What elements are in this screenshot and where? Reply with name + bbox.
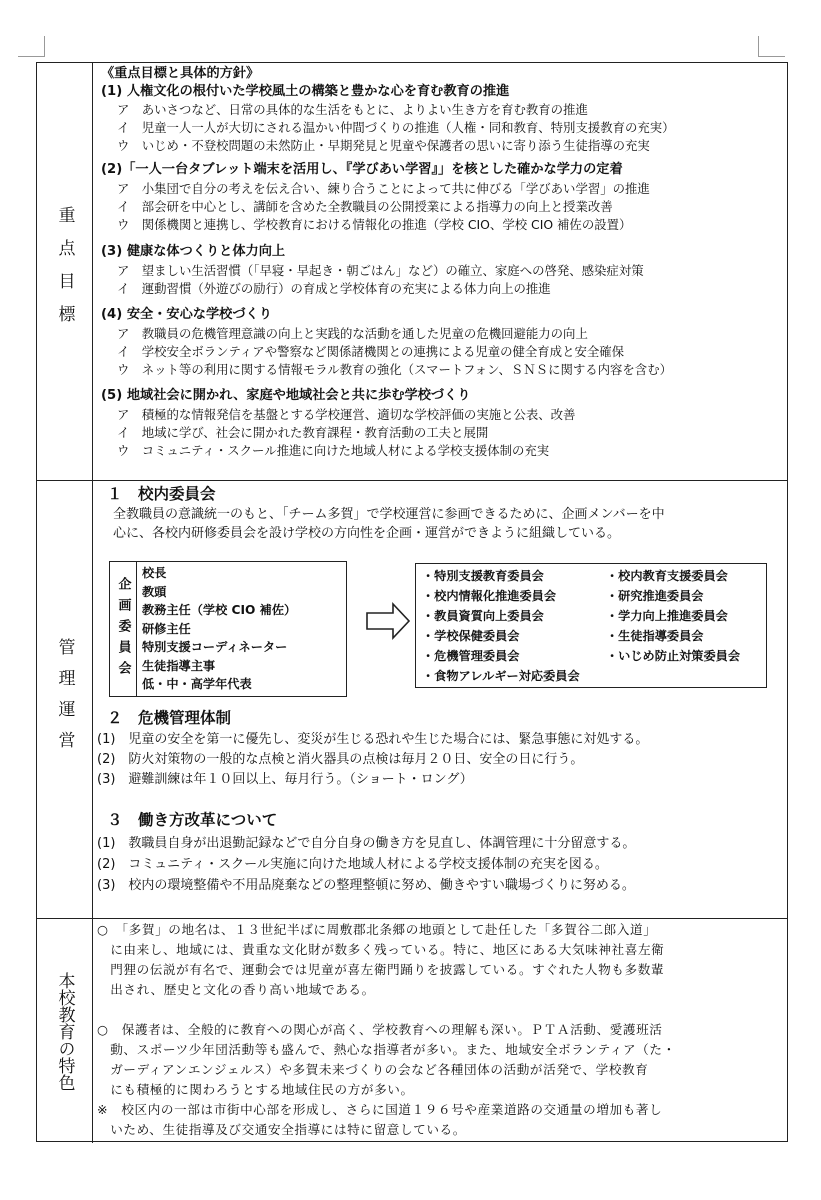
feature-line: ガーディアンエンジェルス）や多賀未来づくりの会など各種団体の活動が活発で、学校教育 <box>97 1062 649 1077</box>
goals-label: 重点目標 <box>54 205 75 338</box>
committees-left <box>422 566 580 686</box>
member: 校長 <box>142 566 167 580</box>
goal-item: ウ いじめ・不登校問題の未然防止・早期発見と児童や保護者の思いに寄り添う生徒指導の充実 <box>117 138 650 153</box>
goals-label-cell <box>37 63 93 480</box>
section-item: (2) コミュニティ・スクール実施に向けた地域人材による学校支援体制の充実を図る。 <box>97 857 608 872</box>
school-plan-table <box>36 62 788 1142</box>
committee-item: ・学校保健委員会 <box>422 629 520 643</box>
feature-line: いため、生徒指導及び交通安全指導には特に留意している。 <box>97 1122 466 1137</box>
feature-line: にも積極的に関わろうとする地域住民の方が多い。 <box>97 1082 414 1097</box>
committees-box <box>415 563 767 688</box>
section-item: (1) 教職員自身が出退勤記録などで自分自身の働き方を見直し、体調管理に十分留意する。 <box>97 836 636 851</box>
section-text: 全教職員の意識統一のもと、「チーム多賀」で学校運営に参画できるために、企画メンバーを中 <box>113 507 665 522</box>
feature-line: に由来し、地域には、貴重な文化財が数多く残っている。特に、地区にある大気味神社喜左衛 <box>97 942 665 957</box>
goal-item: ウ ネット等の利用に関する情報モラル教育の強化（スマートフォン、ＳＮＳに関する内容を含む） <box>117 362 672 377</box>
goal-item: ア あいさつなど、日常の具体的な生活をもとに、よりよい生き方を育む教育の推進 <box>117 102 588 117</box>
goal-title: (1) 人権文化の根付いた学校風土の構築と豊かな心を育む教育の推進 <box>101 84 510 99</box>
goal-title: (4) 安全・安心な学校づくり <box>101 307 272 322</box>
committee-item: ・教員資質向上委員会 <box>422 609 544 623</box>
member: 低・中・高学年代表 <box>142 677 252 691</box>
feature-line: ○ 保護者は、全般的に教育への関心が高く、学校教育への理解も深い。ＰＴＡ活動、愛護班活 <box>97 1022 663 1037</box>
committee-item: ・危機管理委員会 <box>422 649 520 663</box>
crop-mark-top-left <box>18 36 45 57</box>
goals-heading: 《重点目標と具体的方針》 <box>101 66 260 81</box>
goal-title: (5) 地域社会に開かれ、家庭や地域社会と共に歩む学校づくり <box>101 388 471 403</box>
section-title: ２ 危機管理体制 <box>107 709 232 727</box>
feature-line: 出され、歴史と文化の香り高い地域である。 <box>97 982 375 997</box>
goal-item: イ 地域に学び、社会に開かれた教育課程・教育活動の工夫と展開 <box>117 425 489 440</box>
goal-item: イ 部会研を中心とし、講師を含めた全教職員の公開授業による指導力の向上と授業改善 <box>117 199 613 214</box>
feature-line: 門狸の伝説が有名で、運動会では児童が喜左衛門踊りを披露している。すぐれた人物も多数輩 <box>97 962 665 977</box>
planning-members <box>142 564 296 694</box>
goal-title: (2)「一人一台タブレット端末を活用し、『学びあい学習』」を核とした確かな学力の定着 <box>101 162 623 177</box>
features-label-cell <box>37 919 93 1143</box>
goal-item: イ 児童一人一人が大切にされる温かい仲間づくりの推進（人権・同和教育、特別支援教育の充実） <box>117 120 675 135</box>
section-title: １ 校内委員会 <box>107 485 216 503</box>
goal-item: ア 積極的な情報発信を基盤とする学校運営、適切な学校評価の実施と公表、改善 <box>117 407 576 422</box>
section-item: (1) 児童の安全を第一に優先し、変災が生じる恐れや生じた場合には、緊急事態に対処する。 <box>97 732 649 747</box>
member: 研修主任 <box>142 621 191 636</box>
right-arrow-icon <box>365 601 411 641</box>
features-content <box>95 919 787 1143</box>
management-row <box>37 481 787 919</box>
planning-committee-label-cell <box>110 562 137 696</box>
feature-line: ※ 校区内の一部は市街中心部を形成し、さらに国道１９６号や産業道路の交通量の増加も著し <box>97 1102 663 1117</box>
management-label-cell <box>37 481 93 918</box>
goal-item: ア 教職員の危機管理意識の向上と実践的な活動を通した児童の危機回避能力の向上 <box>117 326 588 341</box>
section-item: (2) 防火対策物の一般的な点検と消火器具の点検は毎月２０日、安全の日に行う。 <box>97 752 584 767</box>
committees-right <box>606 566 740 666</box>
committee-item: ・生徒指導委員会 <box>606 629 704 643</box>
committee-item: ・校内教育支援委員会 <box>606 569 728 583</box>
goal-item: ウ 関係機関と連携し、学校教育における情報化の推進（学校 CIO、学校 CIO 補佐の設置） <box>117 217 632 232</box>
member: 教務主任（学校 CIO 補佐） <box>142 603 297 617</box>
feature-line: 動、スポーツ少年団活動等も盛んで、熱心な指導者が多い。また、地域安全ボランティア（た・ <box>97 1042 676 1057</box>
planning-committee-box <box>109 561 347 697</box>
features-row <box>37 919 787 1143</box>
goal-item: ア 望ましい生活習慣（「早寝・早起き・朝ごはん」など）の確立、家庭への啓発、感染症対策 <box>117 263 644 278</box>
committee-item: ・校内情報化推進委員会 <box>422 589 557 603</box>
goal-title: (3) 健康な体つくりと体力向上 <box>101 244 286 259</box>
section-text: 心に、各校内研修委員会を設け学校の方向性を企画・運営ができように組織している。 <box>113 526 621 541</box>
member: 教頭 <box>142 584 167 599</box>
planning-committee-label: 企画委員会 <box>115 576 131 682</box>
committee-item: ・食物アレルギー対応委員会 <box>422 669 580 683</box>
management-content <box>95 481 787 918</box>
committee-item: ・研究推進委員会 <box>606 589 704 603</box>
goals-row <box>37 63 787 481</box>
goals-content <box>95 63 787 480</box>
goal-item: イ 運動習慣（外遊びの励行）の育成と学校体育の充実による体力向上の推進 <box>117 281 551 296</box>
committee-item: ・特別支援教育委員会 <box>422 569 544 583</box>
goal-item: ウ コミュニティ・スクール推進に向けた地域人材による学校支援体制の充実 <box>117 443 550 458</box>
member: 特別支援コーディネーター <box>142 640 288 654</box>
management-label: 管理運営 <box>54 637 75 762</box>
section-title: ３ 働き方改革について <box>107 811 278 829</box>
feature-line: ○ 「多賀」の地名は、１３世紀半ばに周敷郡北条郷の地頭として赴任した「多賀谷二郎入道」 <box>97 922 657 937</box>
crop-mark-top-right <box>758 36 785 57</box>
section-item: (3) 避難訓練は年１０回以上、毎月行う。（ショート・ロング） <box>97 772 473 787</box>
goal-item: イ 学校安全ボランティアや警察など関係諸機関との連携による児童の健全育成と安全確保 <box>117 344 625 359</box>
committee-item: ・いじめ防止対策委員会 <box>606 649 741 663</box>
committee-item: ・学力向上推進委員会 <box>606 609 728 623</box>
section-item: (3) 校内の環境整備や不用品廃棄などの整理整頓に努め、働きやすい職場づくりに努める。 <box>97 878 635 893</box>
features-label: 本校教育の特色 <box>54 971 75 1091</box>
goal-item: ア 小集団で自分の考えを伝え合い、練り合うことによって共に伸びる「学びあい学習」の推進 <box>117 181 650 196</box>
member: 生徒指導主事 <box>142 658 216 673</box>
